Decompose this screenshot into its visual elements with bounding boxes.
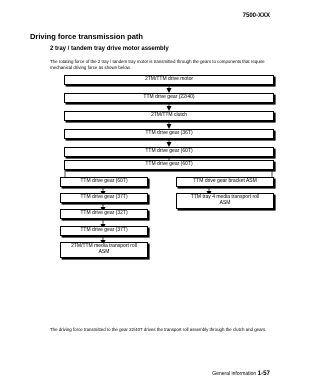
node-gear-60b: TTM drive gear (60T) bbox=[64, 160, 274, 170]
page-footer bbox=[212, 370, 270, 377]
node-left-gear-37a: TTM drive gear (37T) bbox=[60, 193, 148, 203]
node-gear-22-40: TTM drive gear (22/40) bbox=[64, 93, 274, 103]
model-number: 7500-XXX bbox=[242, 13, 270, 19]
intro-paragraph: The rotating force of the 2 tray / tandem tray motor is transmitted through the gears to components that require mechanical driving force as shown below. bbox=[50, 59, 265, 70]
node-gear-60a: TTM drive gear (60T) bbox=[64, 147, 274, 157]
node-left-media-roll: 2TM/TTM media transport roll ASM bbox=[60, 242, 148, 258]
footer-label: General information bbox=[212, 371, 257, 377]
node-right-tray4-roll: TTM tray 4 media transport roll ASM bbox=[176, 193, 274, 209]
page-number: 1-57 bbox=[257, 370, 270, 377]
sub-title: 2 tray / tandem tray drive motor assembly bbox=[50, 46, 169, 52]
section-title: Driving force transmission path bbox=[30, 32, 143, 41]
node-drive-motor: 2TM/TTM drive motor bbox=[64, 75, 274, 85]
node-gear-36: TTM drive gear (36T) bbox=[64, 129, 274, 139]
node-left-gear-60: TTM drive gear (60T) bbox=[60, 177, 148, 187]
node-left-gear-37b: TTM drive gear (37T) bbox=[60, 226, 148, 236]
node-right-bracket: TTM drive gear bracket ASM bbox=[176, 177, 274, 187]
footnote: The driving force transmitted to the gear 22/40T drives the transport roll assembly through the clutch and gears. bbox=[50, 327, 267, 332]
node-left-gear-32: TTM drive gear (32T) bbox=[60, 209, 148, 219]
node-clutch: 2TM/TTM clutch bbox=[64, 111, 274, 121]
